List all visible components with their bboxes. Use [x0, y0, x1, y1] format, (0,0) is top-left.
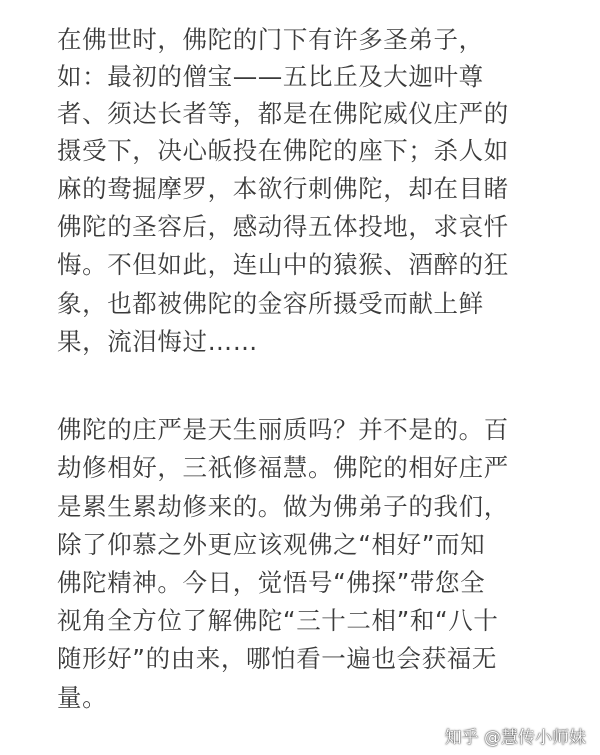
text-line: 者、须达长者等，都是在佛陀威仪庄严的 [57, 99, 509, 128]
text-line: 佛陀精神。今日，觉悟号“佛探”带您全 [57, 568, 486, 597]
text-line: 是累生累劫修来的。做为佛弟子的我们， [57, 492, 509, 521]
text-line: 劫修相好，三祇修福慧。佛陀的相好庄严 [57, 453, 509, 482]
text-line: 摄受下，决心皈投在佛陀的座下；杀人如 [57, 136, 509, 165]
text-line: 视角全方位了解佛陀“三十二相”和“八十 [57, 606, 499, 635]
text-line: 佛陀的庄严是天生丽质吗？并不是的。百 [57, 415, 509, 444]
text-line: 随形好”的由来，哪怕看一遍也会获福无 [57, 644, 497, 673]
text-line: 在佛世时，佛陀的门下有许多圣弟子， [57, 25, 484, 54]
text-line: 除了仰慕之外更应该观佛之“相好”而知 [57, 530, 486, 559]
text-line: 量。 [57, 683, 108, 712]
text-line: 如：最初的僧宝——五比丘及大迦叶尊 [57, 62, 484, 91]
text-line: 麻的鸯掘摩罗，本欲行刺佛陀，却在目睹 [57, 174, 509, 203]
text-line: 象，也都被佛陀的金容所摄受而献上鲜 [57, 289, 484, 318]
text-line: 佛陀的圣容后，感动得五体投地，求哀忏 [57, 212, 509, 241]
text-line: 悔。不但如此，连山中的猿猴、酒醉的狂 [57, 250, 509, 279]
zhihu-watermark: 知乎 @慧传小师妹 [444, 728, 586, 748]
text-line: 果，流泪悔过…… [57, 327, 258, 356]
